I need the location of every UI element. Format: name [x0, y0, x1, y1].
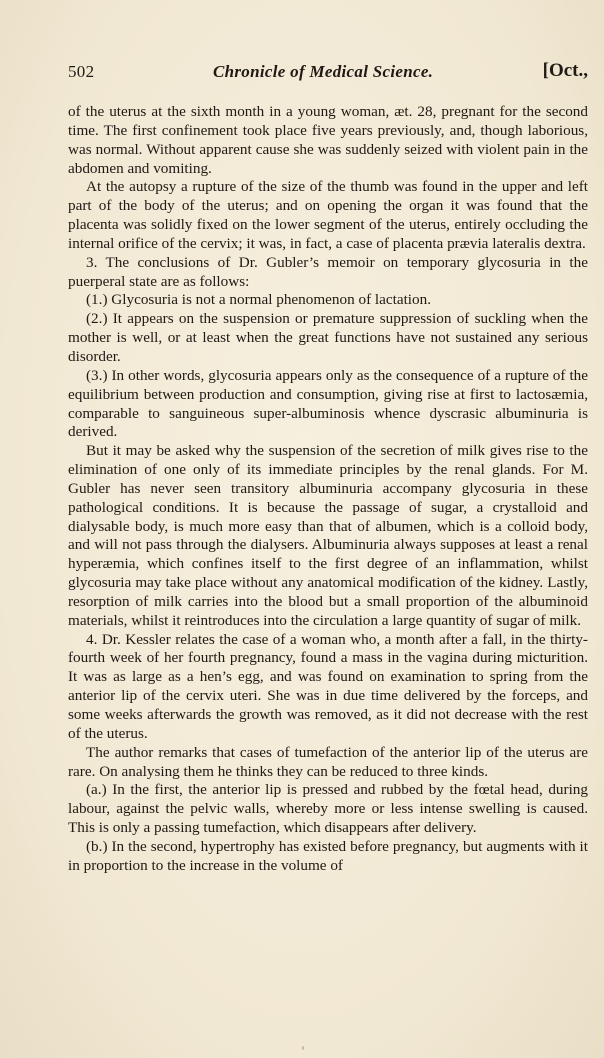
- page-number: 502: [68, 62, 95, 81]
- paragraph-autopsy: At the autopsy a rupture of the size of the thumb was found in the upper and left part of the body of the uterus; and on opening the organ it was found that the placenta was solidly fixed on the lower segment of the uterus, entirely occluding the internal orifice of the cervix; it was, in fact, a case of placenta prævia lateralis dextra.: [68, 178, 588, 252]
- paragraph-conclusion-1: (1.) Glycosuria is not a normal phenomenon of lactation.: [86, 291, 432, 309]
- paper-speck: [302, 1046, 304, 1050]
- paragraph-author-remarks: The author remarks that cases of tumefaction of the anterior lip of the uterus are rare. On analysing them he thinks they can be reduced to three kinds.: [68, 743, 588, 780]
- paragraph-kind-a: (a.) In the first, the anterior lip is pressed and rubbed by the fœtal head, during labour, against the pelvic walls, whereby more or less intense swelling is caused. This is only a passing tumefaction, which disappears after delivery.: [68, 781, 588, 837]
- paragraph-kessler-case: 4. Dr. Kessler relates the case of a woman who, a month after a fall, in the thirty-fourth week of her fourth pregnancy, found a mass in the vagina during micturition. It was as large as a hen’s egg, and was found on examination to spring from the anterior lip of the cervix uteri. She was in due time delivered by the forceps, and some weeks afterwards the growth was removed, as it did not decrease with the rest of the uterus.: [68, 630, 588, 742]
- article-body: [68, 103, 588, 876]
- journal-title: Chronicle of Medical Science.: [213, 62, 434, 81]
- paragraph-kind-b: (b.) In the second, hypertrophy has existed before pregnancy, but augments with it in proportion to the increase in the volume of: [68, 837, 588, 874]
- paragraph-conclusion-3: (3.) In other words, glycosuria appears only as the consequence of a rupture of the equilibrium between production and consumption, giving rise at first to lactosæmia, comparable to sanguineous super-albuminosis whence dyscrasic albuminuria is derived.: [68, 366, 588, 441]
- paragraph-discussion: But it may be asked why the suspension of the secretion of milk gives rise to the elimination of one only of its immediate principles by the renal glands. For M. Gubler has never seen transitory albuminuria accompany glycosuria in these pathological conditions. It is because the passage of sugar, a crystalloid and dialysable body, is much more easy than that of albumen, which is a colloid body, and will not pass through the dialysers. Albuminuria always supposes at least a renal hyperæmia, which confines itself to the first degree of an inflammation, whilst glycosuria may take place without any anatomical modification of the kidney. Lastly, resorption of milk carries into the blood but a small proportion of the albuminoid materials, whilst it reintroduces into the circulation a large quantity of sugar of milk.: [68, 442, 588, 629]
- paragraph-continuation: of the uterus at the sixth month in a young woman, æt. 28, pregnant for the second time. The first confinement took place five years previously, and, though laborious, was normal. Without apparent cause she was suddenly seized with violent pain in the abdomen and vomiting.: [68, 103, 588, 177]
- paragraph-gubler-intro: 3. The conclusions of Dr. Gubler’s memoir on temporary glycosuria in the puerperal state are as follows:: [68, 253, 588, 290]
- paragraph-conclusion-2: (2.) It appears on the suspension or premature suppression of suckling when the mother is well, or at least when the great functions have not sustained any serious disorder.: [68, 310, 588, 365]
- running-head: [68, 62, 588, 86]
- issue-month: [Oct.,: [542, 60, 588, 81]
